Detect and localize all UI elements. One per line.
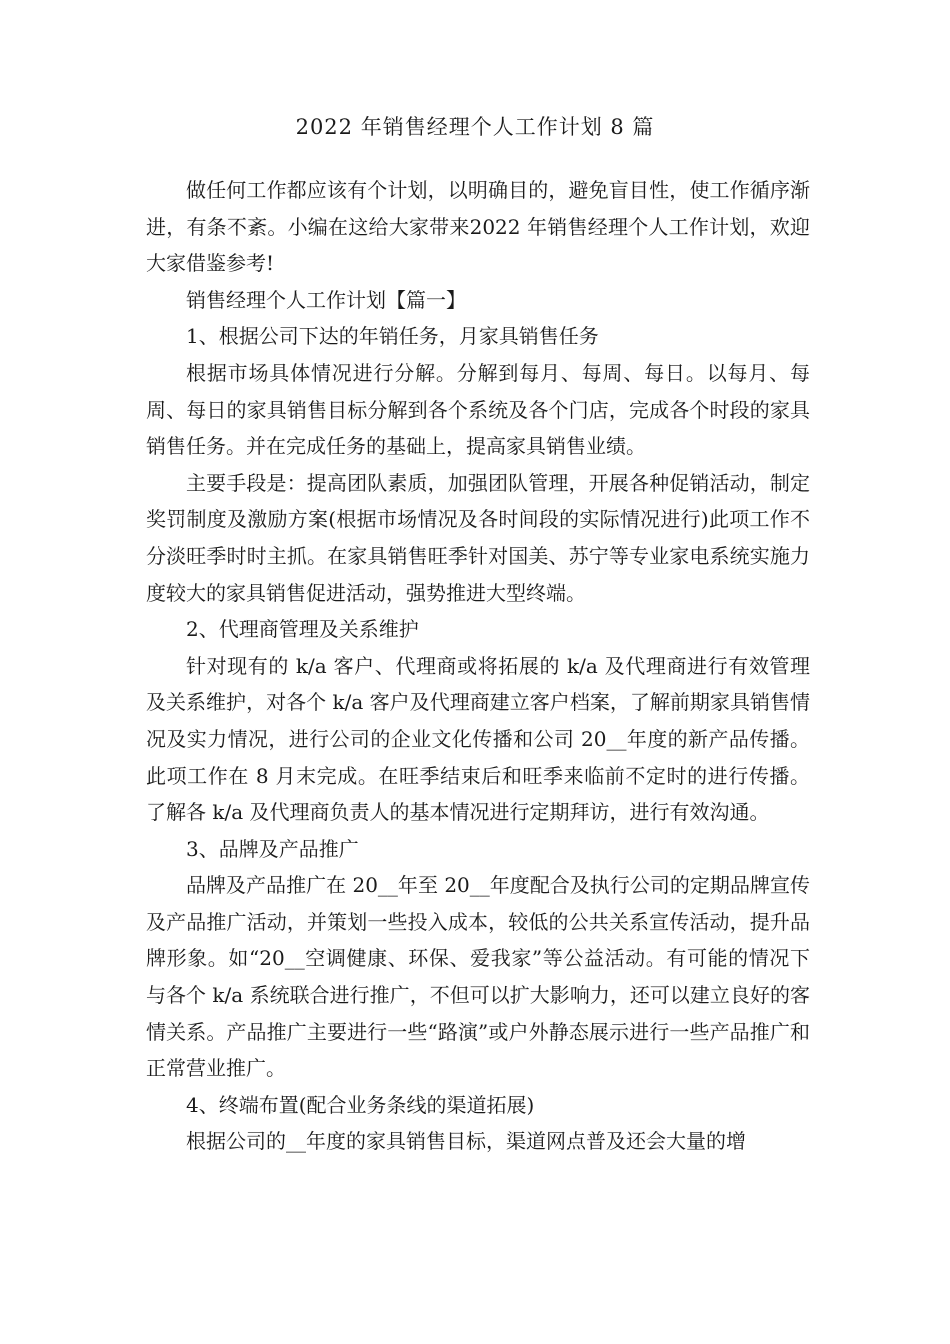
intro-paragraph: 做任何工作都应该有个计划，以明确目的，避免盲目性，使工作循序渐进，有条不紊。小编在这给大家带来2022 年销售经理个人工作计划，欢迎大家借鉴参考! [146, 178, 810, 276]
section-heading-part-one: 销售经理个人工作计划【篇一】 [186, 287, 466, 312]
item-heading-4: 4、终端布置(配合业务条线的渠道拓展) [186, 1092, 535, 1117]
body-paragraph: 根据公司的__年度的家具销售目标，渠道网点普及还会大量的增 [186, 1129, 746, 1154]
document-title: 2022 年销售经理个人工作计划 8 篇 [295, 115, 655, 139]
body-paragraph: 品牌及产品推广在 20__年至 20__年度配合及执行公司的定期品牌宣传及产品推广活动，并策划一些投入成本，较低的公共关系宣传活动，提升品牌形象。如“20__空调健康、环保、爱我家”等公益活动。有可能的情况下与各个 k/a 系统联合进行推广，不但可以扩大影响力，还可以建立良好的客情关系。产品推广主要进行一些“路演”或户外静态展示进行一些产品推广和正常营业推广。 [146, 873, 810, 1081]
item-heading-1: 1、根据公司下达的年销任务，月家具销售任务 [186, 324, 599, 349]
item-heading-3: 3、品牌及产品推广 [186, 836, 359, 861]
body-paragraph: 主要手段是：提高团队素质，加强团队管理，开展各种促销活动，制定奖罚制度及激励方案(根据市场情况及各时间段的实际情况进行)此项工作不分淡旺季时时主抓。在家具销售旺季针对国美、苏宁等专业家电系统实施力度较大的家具销售促进活动，强势推进大型终端。 [146, 470, 810, 605]
body-paragraph: 针对现有的 k/a 客户、代理商或将拓展的 k/a 及代理商进行有效管理及关系维护，对各个 k/a 客户及代理商建立客户档案，了解前期家具销售情况及实力情况，进行公司的企业文化传播和公司 20__年度的新产品传播。此项工作在 8 月末完成。在旺季结束后和旺季来临前不定时的进行传播。了解各 k/a 及代理商负责人的基本情况进行定期拜访，进行有效沟通。 [146, 653, 810, 825]
body-paragraph: 根据市场具体情况进行分解。分解到每月、每周、每日。以每月、每周、每日的家具销售目标分解到各个系统及各个门店，完成各个时段的家具销售任务。并在完成任务的基础上，提高家具销售业绩。 [146, 360, 810, 459]
document-body [146, 172, 810, 1160]
item-heading-2: 2、代理商管理及关系维护 [186, 617, 419, 642]
